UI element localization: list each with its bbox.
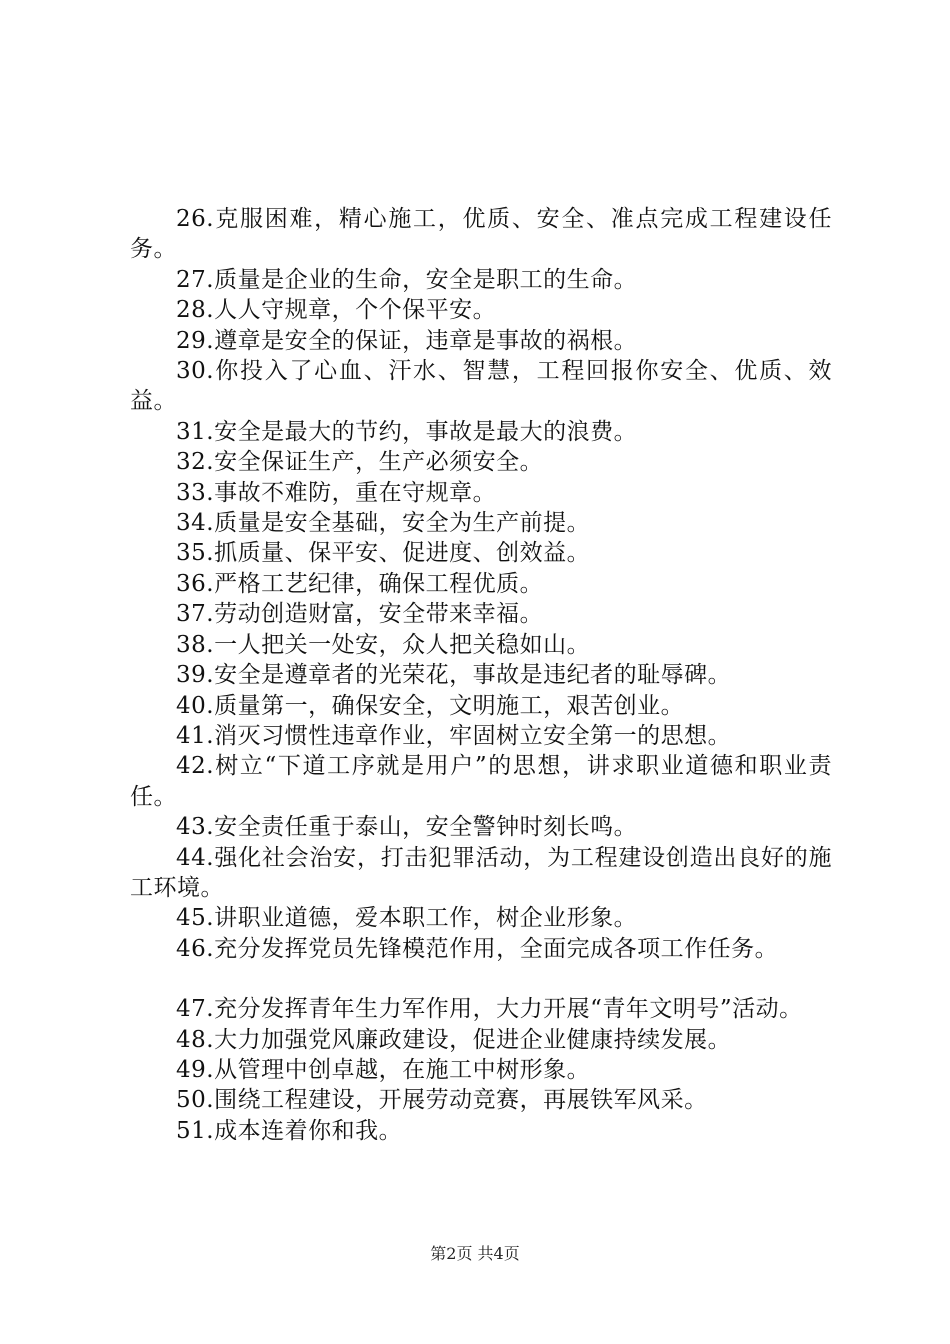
- list-item: 31.安全是最大的节约，事故是最大的浪费。: [176, 418, 638, 445]
- list-item: 36.严格工艺纪律，确保工程优质。: [176, 570, 544, 597]
- list-item: 49.从管理中创卓越，在施工中树形象。: [176, 1056, 591, 1083]
- list-item: 37.劳动创造财富，安全带来幸福。: [176, 601, 544, 628]
- page-number-footer: 第2页 共4页: [430, 1244, 520, 1263]
- list-item: 51.成本连着你和我。: [176, 1117, 403, 1144]
- list-item: 33.事故不难防，重在守规章。: [176, 479, 497, 506]
- paragraph-gap: [130, 964, 832, 994]
- list-item: 29.遵章是安全的保证，违章是事故的祸根。: [176, 327, 638, 354]
- list-item: 26.克服困难，精心施工，优质、安全、准点完成工程建设任务。: [130, 206, 832, 263]
- list-item: 41.消灭习惯性违章作业，牢固树立安全第一的思想。: [176, 722, 732, 749]
- list-item: 28.人人守规章，个个保平安。: [176, 297, 497, 324]
- list-item: 30.你投入了心血、汗水、智慧，工程回报你安全、优质、效益。: [130, 358, 832, 415]
- list-item: 32.安全保证生产，生产必须安全。: [176, 449, 544, 476]
- list-item: 38.一人把关一处安，众人把关稳如山。: [176, 631, 591, 658]
- list-item: 46.充分发挥党员先锋模范作用，全面完成各项工作任务。: [176, 935, 779, 962]
- list-item: 50.围绕工程建设，开展劳动竞赛，再展铁军风采。: [176, 1087, 708, 1114]
- list-item: 48.大力加强党风廉政建设，促进企业健康持续发展。: [176, 1026, 732, 1053]
- list-item: 45.讲职业道德，爱本职工作，树企业形象。: [176, 905, 638, 932]
- list-item: 43.安全责任重于泰山，安全警钟时刻长鸣。: [176, 814, 638, 841]
- list-item: 42.树立“下道工序就是用户”的思想，讲求职业道德和职业责任。: [130, 753, 832, 810]
- list-item: 35.抓质量、保平安、促进度、创效益。: [176, 540, 591, 567]
- list-item: 34.质量是安全基础，安全为生产前提。: [176, 510, 591, 537]
- list-item: 39.安全是遵章者的光荣花，事故是违纪者的耻辱碑。: [176, 662, 732, 689]
- list-item: 40.质量第一，确保安全，文明施工，艰苦创业。: [176, 692, 685, 719]
- list-item: 27.质量是企业的生命，安全是职工的生命。: [176, 266, 638, 293]
- slogan-list: [130, 204, 832, 1146]
- list-item: 47.充分发挥青年生力军作用，大力开展“青年文明号”活动。: [176, 996, 803, 1023]
- list-item: 44.强化社会治安，打击犯罪活动，为工程建设创造出良好的施工环境。: [130, 844, 832, 901]
